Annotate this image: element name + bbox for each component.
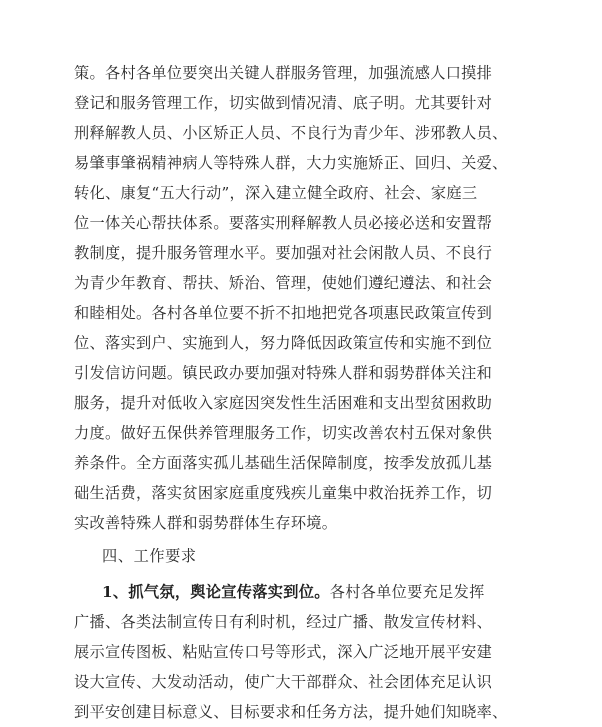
body-text-line: 设大宣传、大发动活动，使广大干部群众、社会团体充足认识 [74,673,493,691]
section-heading: 四、工作要求 [102,547,197,565]
body-text-line: 广播、各类法制宣传日有利时机，经过广播、散发宣传材料、 [74,613,493,631]
body-text-line: 易肇事肇祸精神病人等特殊人群，大力实施矫正、回归、关爱、 [74,154,508,172]
item-first-line-text: 各村各单位要充足发挥 [329,583,485,601]
body-text-line [74,697,574,721]
body-text-line: 础生活费，落实贫困家庭重度残疾儿童集中救治抚养工作，切 [74,484,493,502]
body-text-line: 养条件。全方面落实孤儿基础生活保障制度，按季发放孤儿基 [74,454,493,472]
body-text-line: 展示宣传图板、粘贴宣传口号等形式，深入广泛地开展平安建 [74,643,493,661]
body-text-line: 转化、康复“五大行动”，深入建立健全政府、社会、家庭三 [74,184,478,202]
body-text-line: 策。各村各单位要突出关键人群服务管理，加强流感人口摸排 [74,64,493,82]
body-text-line: 和睦相处。各村各单位要不折不扣地把党各项惠民政策宣传到 [74,304,493,322]
body-text-line: 刑释解教人员、小区矫正人员、不良行为青少年、涉邪教人员、 [74,124,508,142]
item-title: 1、抓气氛，舆论宣传落实到位。 [102,583,330,601]
body-text-line: 登记和服务管理工作，切实做到情况清、底子明。尤其要针对 [74,94,493,112]
body-text-line: 为青少年教育、帮扶、矫治、管理，使她们遵纪遵法、和社会 [74,274,493,292]
body-text-line: 位一体关心帮扶体系。要落实刑释解教人员必接必送和安置帮 [74,214,493,232]
body-text-line: 实改善特殊人群和弱势群体生存环境。 [74,514,338,532]
body-text-line: 服务，提升对低收入家庭因突发性生活困难和支出型贫困救助 [74,394,493,412]
body-text-line: 位、落实到户、实施到人，努力降低因政策宣传和实施不到位 [74,334,493,352]
body-text-line-cut: 到平安创建目标意义、目标要求和任务方法，提升她们知晓率、 [74,703,508,721]
body-text-line: 教制度，提升服务管理水平。要加强对社会闲散人员、不良行 [74,244,493,262]
body-text-line: 力度。做好五保供养管理服务工作，切实改善农村五保对象供 [74,424,493,442]
body-text-line: 引发信访问题。镇民政办要加强对特殊人群和弱势群体关注和 [74,364,493,382]
item-first-line [102,577,602,607]
